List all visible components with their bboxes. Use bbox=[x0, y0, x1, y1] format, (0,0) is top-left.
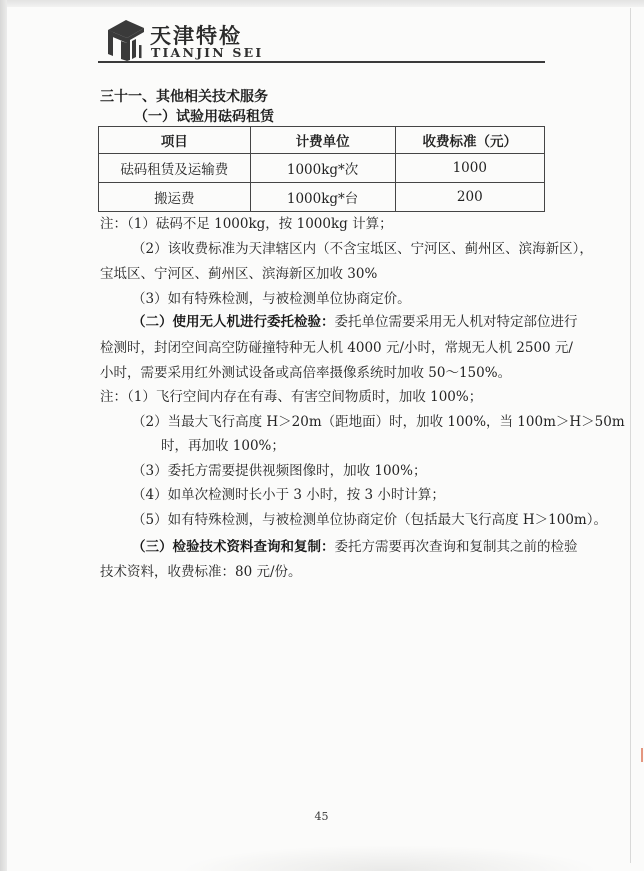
logo-text-chinese: 天津特检 bbox=[150, 23, 242, 48]
paragraph-text: 委托单位需要采用无人机对特定部位进行 bbox=[334, 314, 578, 330]
logo-text-english: TIANJIN SEI bbox=[151, 45, 264, 60]
paragraph-text: 委托方需要再次查询和复制其之前的检验 bbox=[334, 539, 578, 555]
cell-fee: 1000 bbox=[395, 154, 544, 183]
note-line: （3）委托方需要提供视频图像时，加收 100%； bbox=[132, 462, 427, 479]
paragraph-line: 检测时，封闭空间高空防碰撞特种无人机 4000 元/小时，常规无人机 2500 元/ bbox=[100, 339, 573, 356]
subsection3-paragraph bbox=[98, 535, 578, 585]
cell-item: 砝码租赁及运输费 bbox=[99, 154, 251, 183]
note-line: 注：（1）飞行空间内存在有毒、有害空间物质时，加收 100%； bbox=[100, 389, 483, 405]
note-line: 时，再加收 100%； bbox=[161, 438, 285, 454]
col-header-item: 项目 bbox=[99, 127, 251, 154]
cell-fee: 200 bbox=[395, 183, 544, 212]
scan-edge-left bbox=[0, 0, 7, 871]
table-row bbox=[99, 154, 545, 183]
note-line: （4）如单次检测时长小于 3 小时，按 3 小时计算； bbox=[132, 487, 445, 503]
subsection2-notes bbox=[98, 385, 625, 532]
note-line: （5）如有特殊检测，与被检测单位协商定价（包括最大飞行高度 H＞100m）。 bbox=[132, 511, 607, 528]
subsection2-paragraph bbox=[98, 310, 578, 387]
section-title: 三十一、其他相关技术服务 bbox=[100, 89, 268, 105]
subsection2-title: （二）使用无人机进行委托检验： bbox=[132, 314, 335, 330]
scan-crease-bottom bbox=[180, 845, 600, 871]
paragraph-line bbox=[98, 535, 578, 560]
page-number: 45 bbox=[314, 810, 329, 823]
paragraph-line: 小时，需要采用红外测试设备或高倍率摄像系统时加收 50～150%。 bbox=[100, 365, 512, 381]
scan-page-edge-right bbox=[630, 8, 631, 863]
paragraph-line bbox=[98, 310, 578, 336]
scan-artifact-red-mark bbox=[641, 748, 643, 762]
scan-edge-top bbox=[0, 0, 644, 7]
col-header-fee: 收费标准（元） bbox=[395, 127, 544, 154]
subsection3-title: （三）检验技术资料查询和复制： bbox=[132, 539, 335, 555]
header-divider-line bbox=[98, 61, 545, 63]
note-line: （2）当最大飞行高度 H＞20m（距地面）时，加收 100%，当 100m＞H＞50m bbox=[132, 413, 625, 430]
subsection1-title: （一）试验用砝码租赁 bbox=[134, 109, 274, 125]
cell-unit: 1000kg*次 bbox=[250, 154, 395, 183]
col-header-unit: 计费单位 bbox=[250, 127, 395, 154]
isometric-building-cube-icon bbox=[100, 17, 146, 63]
paragraph-line: 技术资料，收费标准：80 元/份。 bbox=[100, 564, 302, 580]
table-row bbox=[99, 183, 545, 212]
subsection1-notes bbox=[98, 212, 593, 312]
cell-unit: 1000kg*台 bbox=[250, 183, 395, 212]
note-line: （2）该收费标准为天津辖区内（不含宝坻区、宁河区、蓟州区、滨海新区）， bbox=[132, 241, 593, 257]
note-line: （3）如有特殊检测，与被检测单位协商定价。 bbox=[132, 291, 411, 307]
fee-table bbox=[98, 126, 545, 212]
note-line: 宝坻区、宁河区、蓟州区、滨海新区加收 30% bbox=[100, 266, 378, 282]
cell-item: 搬运费 bbox=[99, 183, 251, 212]
note-line: 注：（1）砝码不足 1000kg，按 1000kg 计算； bbox=[100, 216, 393, 232]
table-header-row bbox=[99, 127, 545, 154]
